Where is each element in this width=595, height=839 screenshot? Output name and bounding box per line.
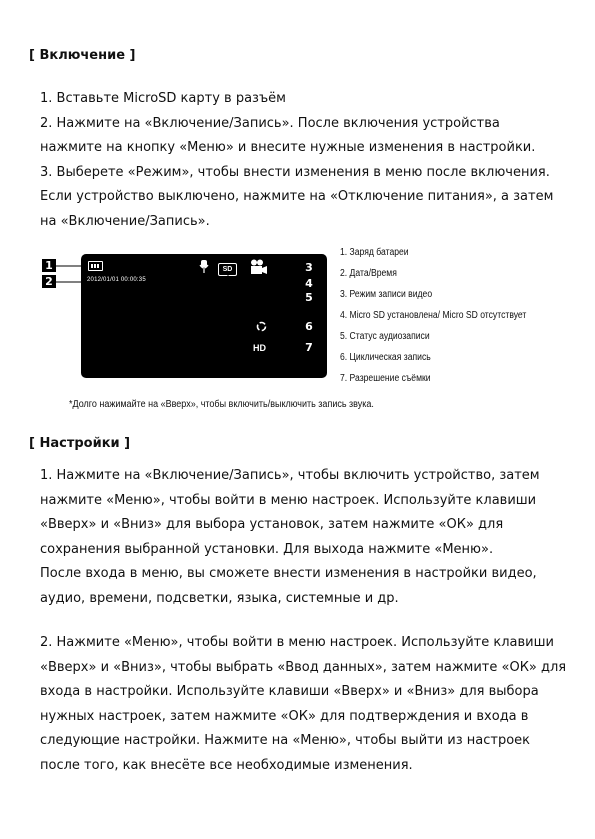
- text-line: После входа в меню, вы сможете внести изменения в настройки видео,: [40, 566, 537, 581]
- text-line: «Вверх» и «Вниз» для выбора установок, затем нажмите «ОК» для: [40, 517, 504, 532]
- legend-item: 4. Micro SD установлена/ Micro SD отсутствует: [340, 310, 527, 321]
- section-heading-settings: [ Настройки ]: [29, 436, 131, 451]
- callout-badge-3: 3: [302, 261, 316, 274]
- screen-resolution: HD: [253, 343, 266, 353]
- legend-item: 6. Циклическая запись: [340, 352, 431, 363]
- callout-badge-5: 5: [302, 291, 316, 304]
- text-line: сохранения выбранной установки. Для выхода нажмите «Меню».: [40, 541, 494, 557]
- settings-paragraph-2: [40, 631, 567, 778]
- text-line: нажмите на кнопку «Меню» и внесите нужные изменения в настройки.: [40, 140, 536, 155]
- text-line: аудио, времени, подсветки, языка, системные и др.: [40, 590, 399, 606]
- text-line: следующие настройки. Нажмите на «Меню», чтобы выйти из настроек: [40, 733, 531, 748]
- callout-badge-6: 6: [302, 320, 316, 333]
- icon-legend: [340, 242, 557, 389]
- text-line: 1. Нажмите на «Включение/Запись», чтобы включить устройство, затем: [40, 468, 540, 483]
- callout-badge-2: 2: [42, 275, 56, 288]
- text-line: 3. Выберете «Режим», чтобы внести изменения в меню после включения.: [40, 164, 550, 180]
- text-line: на «Включение/Запись».: [40, 213, 210, 229]
- callout-badge-7: 7: [302, 341, 316, 354]
- audio-note: *Долго нажимайте на «Вверх», чтобы включить/выключить запись звука.: [69, 399, 374, 410]
- text-line: 1. Вставьте MicroSD карту в разъём: [40, 91, 286, 106]
- text-line: входа в настройки. Используйте клавиши «Вверх» и «Вниз» для выбора: [40, 684, 539, 699]
- section-heading-power-on: [ Включение ]: [29, 48, 136, 63]
- legend-item: 3. Режим записи видео: [340, 289, 433, 300]
- legend-item: 1. Заряд батареи: [340, 247, 409, 258]
- text-line: 2. Нажмите на «Включение/Запись». После включения устройства: [40, 115, 500, 131]
- callout-badge-1: 1: [42, 259, 56, 272]
- legend-item: 7. Разрешение съёмки: [340, 373, 431, 384]
- text-line: Если устройство выключено, нажмите на «Отключение питания», а затем: [40, 189, 554, 204]
- legend-item: 2. Дата/Время: [340, 268, 397, 279]
- screen-datetime: 2012/01/01 00:00:35: [87, 277, 146, 283]
- text-line: 2. Нажмите «Меню», чтобы войти в меню настроек. Используйте клавиши: [40, 635, 554, 650]
- sd-card-icon: SD: [218, 263, 237, 276]
- text-line: после того, как внесёте все необходимые изменения.: [40, 757, 413, 773]
- callout-badge-4: 4: [302, 277, 316, 290]
- text-line: нажмите «Меню», чтобы войти в меню настроек. Используйте клавиши: [40, 492, 537, 508]
- text-line: нужных настроек, затем нажмите «ОК» для подтверждения и входа в: [40, 708, 529, 724]
- legend-item: 5. Статус аудиозаписи: [340, 331, 430, 342]
- settings-paragraph-1: [40, 464, 560, 611]
- text-line: «Вверх» и «Вниз», чтобы выбрать «Ввод данных», затем нажмите «ОК» для: [40, 659, 567, 675]
